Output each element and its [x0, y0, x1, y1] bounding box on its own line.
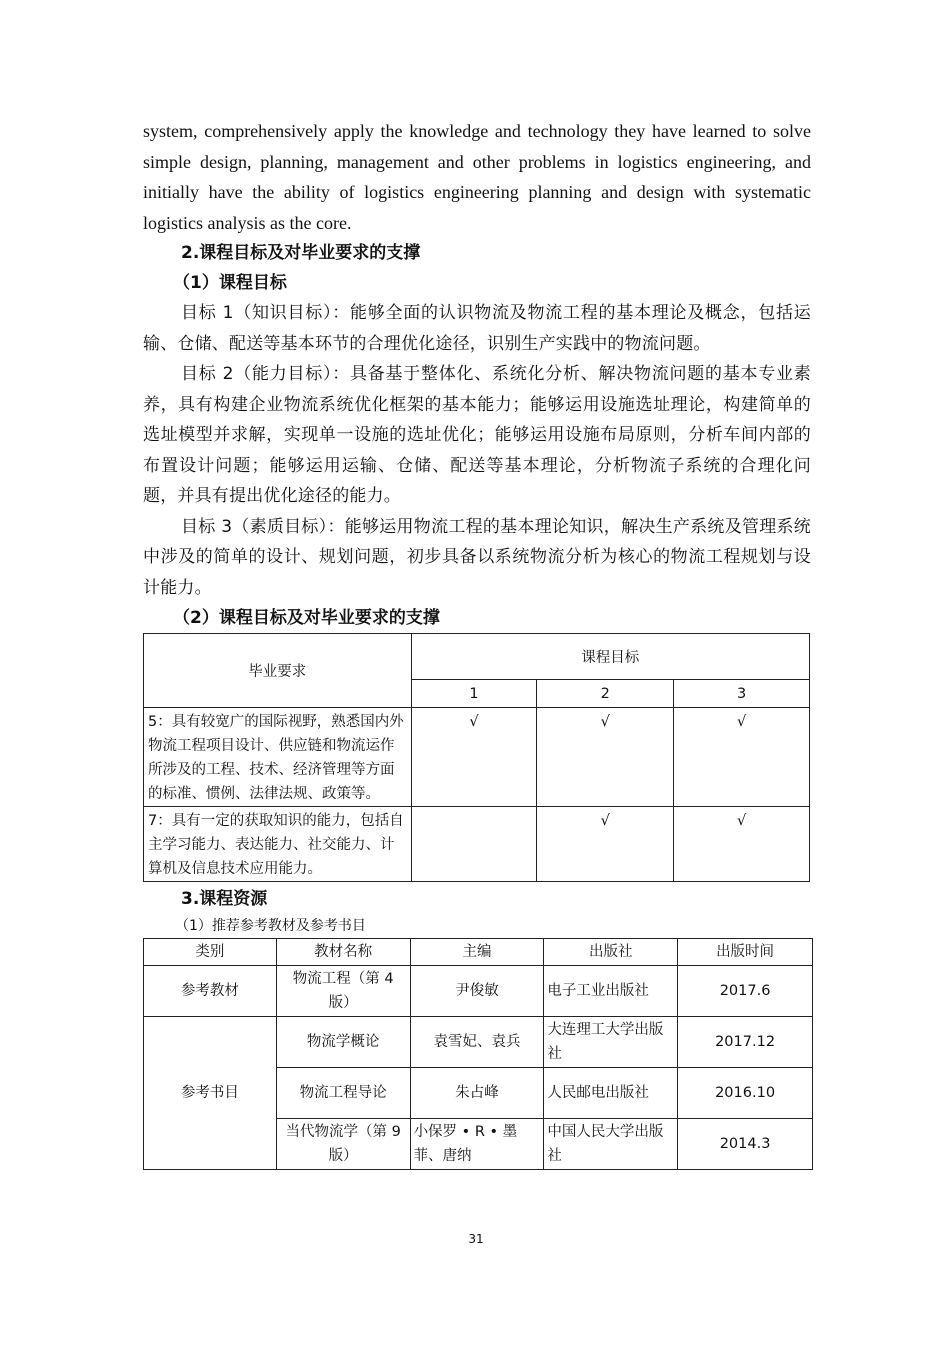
category-references: 参考书目 — [144, 1017, 277, 1170]
book-date: 2014.3 — [678, 1119, 813, 1170]
sub1-title: （1）课程目标 — [173, 273, 287, 293]
header-publish-date: 出版时间 — [678, 939, 813, 966]
check-mark: √ — [674, 708, 810, 807]
book-name: 物流学概论 — [276, 1017, 410, 1068]
check-mark: √ — [674, 807, 810, 882]
book-publisher: 中国人民大学出版社 — [544, 1119, 678, 1170]
check-mark: √ — [411, 708, 537, 807]
table-row — [144, 708, 810, 807]
header-publisher: 出版社 — [544, 939, 678, 966]
page-content — [143, 116, 811, 1170]
sub3-title: （1）推荐参考教材及参考书目 — [175, 918, 366, 934]
goal1-paragraph: 目标 1（知识目标）：能够全面的认识物流及物流工程的基本理论及概念，包括运输、仓储、配送等基本环节的合理优化途径，识别生产实践中的物流问题。 — [143, 303, 811, 354]
book-publisher: 电子工业出版社 — [544, 966, 678, 1017]
goal-num-1: 1 — [411, 680, 537, 708]
section2-title: 2.课程目标及对毕业要求的支撑 — [181, 243, 421, 263]
table-row — [144, 807, 810, 882]
goal3-paragraph: 目标 3（素质目标）：能够运用物流工程的基本理论知识，解决生产系统及管理系统中涉及的简单的设计、规划问题，初步具备以系统物流分析为核心的物流工程规划与设计能力。 — [143, 516, 811, 598]
check-mark: √ — [537, 708, 674, 807]
goal2-paragraph: 目标 2（能力目标）：具备基于整体化、系统化分析、解决物流问题的基本专业素养，具有构建企业物流系统优化框架的基本能力；能够运用设施选址理论，构建简单的选址模型并求解，实现单一设施的选址优化；能够运用设施布局原则，分析车间内部的布置设计问题；能够运用运输、仓储、配送等基本理论，分析物流子系统的合理化问题，并具有提出优化途径的能力。 — [143, 364, 811, 506]
goal-num-3: 3 — [674, 680, 810, 708]
books-table — [143, 938, 813, 1170]
table-row — [144, 1017, 813, 1068]
book-publisher: 大连理工大学出版社 — [544, 1017, 678, 1068]
header-book-name: 教材名称 — [276, 939, 410, 966]
book-name: 物流工程导论 — [276, 1068, 410, 1119]
requirement-5: 5：具有较宽广的国际视野，熟悉国内外物流工程项目设计、供应链和物流运作所涉及的工程、技术、经济管理等方面的标准、惯例、法律法规、政策等。 — [144, 708, 412, 807]
book-publisher: 人民邮电出版社 — [544, 1068, 678, 1119]
header-graduation-requirement: 毕业要求 — [144, 634, 412, 708]
book-editor: 袁雪妃、袁兵 — [410, 1017, 544, 1068]
requirement-7: 7：具有一定的获取知识的能力，包括自主学习能力、表达能力、社交能力、计算机及信息技术应用能力。 — [144, 807, 412, 882]
book-editor: 尹俊敏 — [410, 966, 544, 1017]
header-category: 类别 — [144, 939, 277, 966]
book-date: 2016.10 — [678, 1068, 813, 1119]
check-mark: √ — [537, 807, 674, 882]
book-editor: 小保罗 • R • 墨菲、唐纳 — [410, 1119, 544, 1170]
book-name: 物流工程（第 4 版） — [276, 966, 410, 1017]
table-row — [144, 966, 813, 1017]
page-number: 31 — [468, 1232, 484, 1246]
header-course-goals: 课程目标 — [411, 634, 809, 680]
category-textbook: 参考教材 — [144, 966, 277, 1017]
section3-title: 3.课程资源 — [181, 889, 268, 909]
intro-paragraph: system, comprehensively apply the knowledge and technology they have learned to solve simple design, planning, management and other problems in logistics engineering, and initially have the ability of logistics engineering planning and design with systematic logistics analysis as the core. — [143, 121, 811, 233]
sub2-title: （2）课程目标及对毕业要求的支撑 — [173, 608, 440, 628]
book-editor: 朱占峰 — [410, 1068, 544, 1119]
header-editor: 主编 — [410, 939, 544, 966]
support-table — [143, 633, 810, 882]
book-name: 当代物流学（第 9 版） — [276, 1119, 410, 1170]
check-mark — [411, 807, 537, 882]
book-date: 2017.12 — [678, 1017, 813, 1068]
book-date: 2017.6 — [678, 966, 813, 1017]
goal-num-2: 2 — [537, 680, 674, 708]
